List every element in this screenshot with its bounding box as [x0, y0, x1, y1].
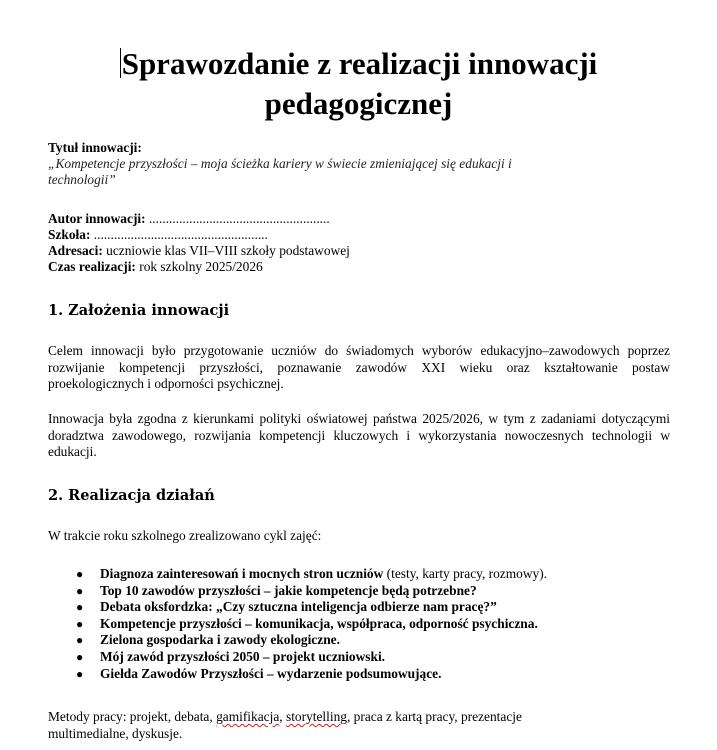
activities-list — [74, 566, 674, 682]
time-label: Czas realizacji: — [48, 259, 136, 274]
list-item-rest: (testy, karty pracy, rozmowy). — [383, 566, 548, 581]
addressees-label: Adresaci: — [48, 243, 103, 258]
list-item-bold: Zielona gospodarka i zawody ekologiczne. — [100, 632, 340, 648]
document-title — [48, 44, 669, 124]
bullet-icon: ● — [76, 666, 84, 681]
text-cursor — [120, 48, 121, 78]
list-item-bold: Giełda Zawodów Przyszłości – wydarzenie podsumowujące. — [100, 665, 442, 681]
title-line-2: pedagogicznej — [264, 86, 453, 121]
author-label: Autor innowacji: — [48, 211, 146, 226]
list-item — [74, 649, 674, 666]
list-item-bold: Kompetencje przyszłości – komunikacja, współpraca, odporność psychiczna. — [100, 615, 538, 631]
innovation-title-line-1: „Kompetencje przyszłości – moja ścieżka kariery w świecie zmieniającej się edukacji i — [48, 156, 512, 171]
author-value: ...................................................... — [148, 211, 330, 226]
school-label: Szkoła: — [48, 227, 91, 242]
title-line-1: Sprawozdanie z realizacji innowacji — [121, 46, 598, 81]
bullet-icon: ● — [76, 583, 84, 598]
section-2-intro: W trakcie roku szkolnego zrealizowano cykl zajęć: — [48, 528, 322, 543]
list-item — [74, 632, 674, 649]
school-row — [48, 227, 670, 243]
list-item-bold: Mój zawód przyszłości 2050 – projekt uczniowski. — [100, 648, 386, 664]
innovation-title-label: Tytuł innowacji: — [48, 140, 142, 155]
time-row — [48, 259, 670, 275]
methods-suffix: , praca z kartą pracy, prezentacje — [346, 709, 522, 724]
list-item-bold: Debata oksfordzka: „Czy sztuczna inteligencja odbierze nam pracę?” — [100, 599, 497, 615]
bullet-icon: ● — [76, 649, 84, 664]
bullet-icon: ● — [76, 633, 84, 648]
addressees-value: uczniowie klas VII–VIII szkoły podstawowej — [106, 243, 350, 258]
metadata-block — [48, 211, 670, 275]
list-item — [74, 583, 674, 600]
methods-separator: , — [279, 709, 286, 724]
list-item — [74, 616, 674, 633]
innovation-title-block — [48, 140, 670, 188]
addressees-row — [48, 243, 670, 259]
methods-line-2: multimedialne, dyskusje. — [48, 725, 183, 741]
bullet-icon: ● — [76, 600, 84, 615]
list-item — [74, 666, 674, 683]
innovation-title-line-2: technologii” — [48, 172, 116, 187]
school-value: .................................................... — [93, 227, 268, 242]
bullet-icon: ● — [76, 567, 84, 581]
spellcheck-word-storytelling[interactable]: storytelling — [285, 709, 347, 724]
section-2-heading: 2. Realizacja działań — [48, 487, 215, 504]
section-1-paragraph-2: Innowacja była zgodna z kierunkami polityki oświatowej państwa 2025/2026, w tym z zadaniami dotyczącymi doradztwa zawodowego, rozwijania kompetencji kluczowych i wykorzystania nowoczesnych technologii w edukacji. — [48, 411, 670, 459]
section-1-paragraph-1: Celem innowacji było przygotowanie uczniów do świadomych wyborów edukacyjno–zawodowych poprzez rozwijanie kompetencji przyszłości, poznawanie zawodów XXI wieku oraz kształtowanie postaw proekologicznych i odporności psychicznej. — [48, 343, 670, 391]
section-1-heading: 1. Założenia innowacji — [48, 302, 230, 319]
list-item-bold: Diagnoza zainteresowań i mocnych stron uczniów — [100, 566, 384, 581]
methods-paragraph — [48, 709, 670, 742]
methods-line-1 — [48, 709, 670, 726]
author-row — [48, 211, 670, 227]
spellcheck-word-gamifikacja[interactable]: gamifikacja — [216, 709, 280, 724]
methods-prefix: Metody pracy: projekt, debata, — [48, 709, 217, 724]
bullet-icon: ● — [76, 616, 84, 631]
time-value: rok szkolny 2025/2026 — [139, 259, 263, 274]
list-item — [74, 599, 674, 616]
list-item-bold: Top 10 zawodów przyszłości – jakie kompetencje będą potrzebne? — [100, 582, 477, 598]
list-item — [74, 566, 674, 583]
